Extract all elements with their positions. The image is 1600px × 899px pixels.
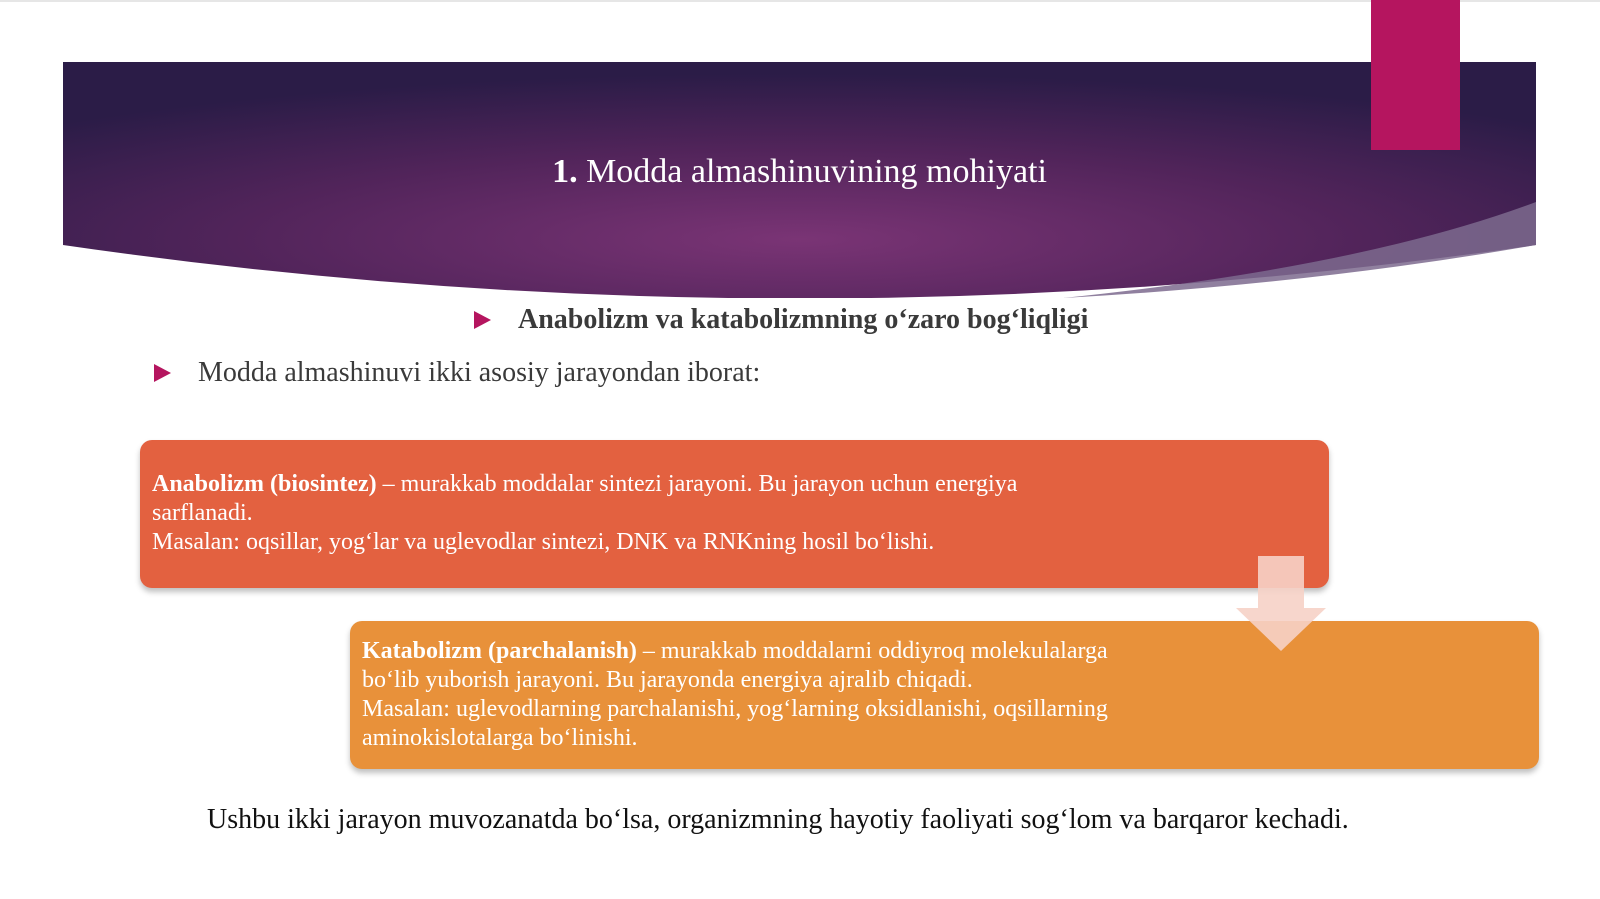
intro-text: Modda almashinuvi ikki asosiy jarayondan iborat:: [198, 357, 761, 388]
anabolism-box: [140, 440, 1329, 588]
catabolism-term: Katabolizm (parchalanish): [362, 638, 637, 664]
catabolism-line-1: [362, 637, 1527, 666]
top-border: [0, 0, 1600, 2]
catabolism-line-2: bo‘lib yuborish jarayoni. Bu jarayonda energiya ajralib chiqadi.: [362, 667, 973, 693]
anabolism-term: Anabolizm (biosintez): [152, 471, 377, 497]
catabolism-example-2: aminokislotalarga bo‘linishi.: [362, 725, 638, 751]
subtitle-row: [474, 302, 1088, 338]
anabolism-example: Masalan: oqsillar, yog‘lar va uglevodlar sintezi, DNK va RNKning hosil bo‘lishi.: [152, 529, 935, 555]
anabolism-line-1: [152, 470, 1317, 499]
catabolism-definition: – murakkab moddalarni oddiyroq molekulalarga: [636, 638, 1108, 664]
title-number: 1.: [552, 153, 578, 190]
slide-title: [63, 150, 1536, 194]
conclusion-text: Ushbu ikki jarayon muvozanatda bo‘lsa, organizmning hayotiy faoliyati sog‘lom va barqaror kechadi.: [207, 804, 1349, 835]
catabolism-box: [350, 621, 1539, 769]
title-text: Modda almashinuvining mohiyati: [586, 153, 1047, 190]
catabolism-example-1: Masalan: uglevodlarning parchalanishi, yog‘larning oksidlanishi, oqsillarning: [362, 696, 1108, 722]
intro-row: [154, 355, 760, 391]
accent-tab: [1371, 0, 1460, 150]
anabolism-line-2: sarflanadi.: [152, 500, 253, 526]
triangle-right-icon: [154, 364, 171, 382]
subtitle: Anabolizm va katabolizmning o‘zaro bog‘liqligi: [518, 304, 1089, 335]
anabolism-definition: – murakkab moddalar sintezi jarayoni. Bu jarayon uchun energiya: [376, 471, 1018, 497]
triangle-right-icon: [474, 311, 491, 329]
arrow-down-icon: [1236, 556, 1326, 651]
